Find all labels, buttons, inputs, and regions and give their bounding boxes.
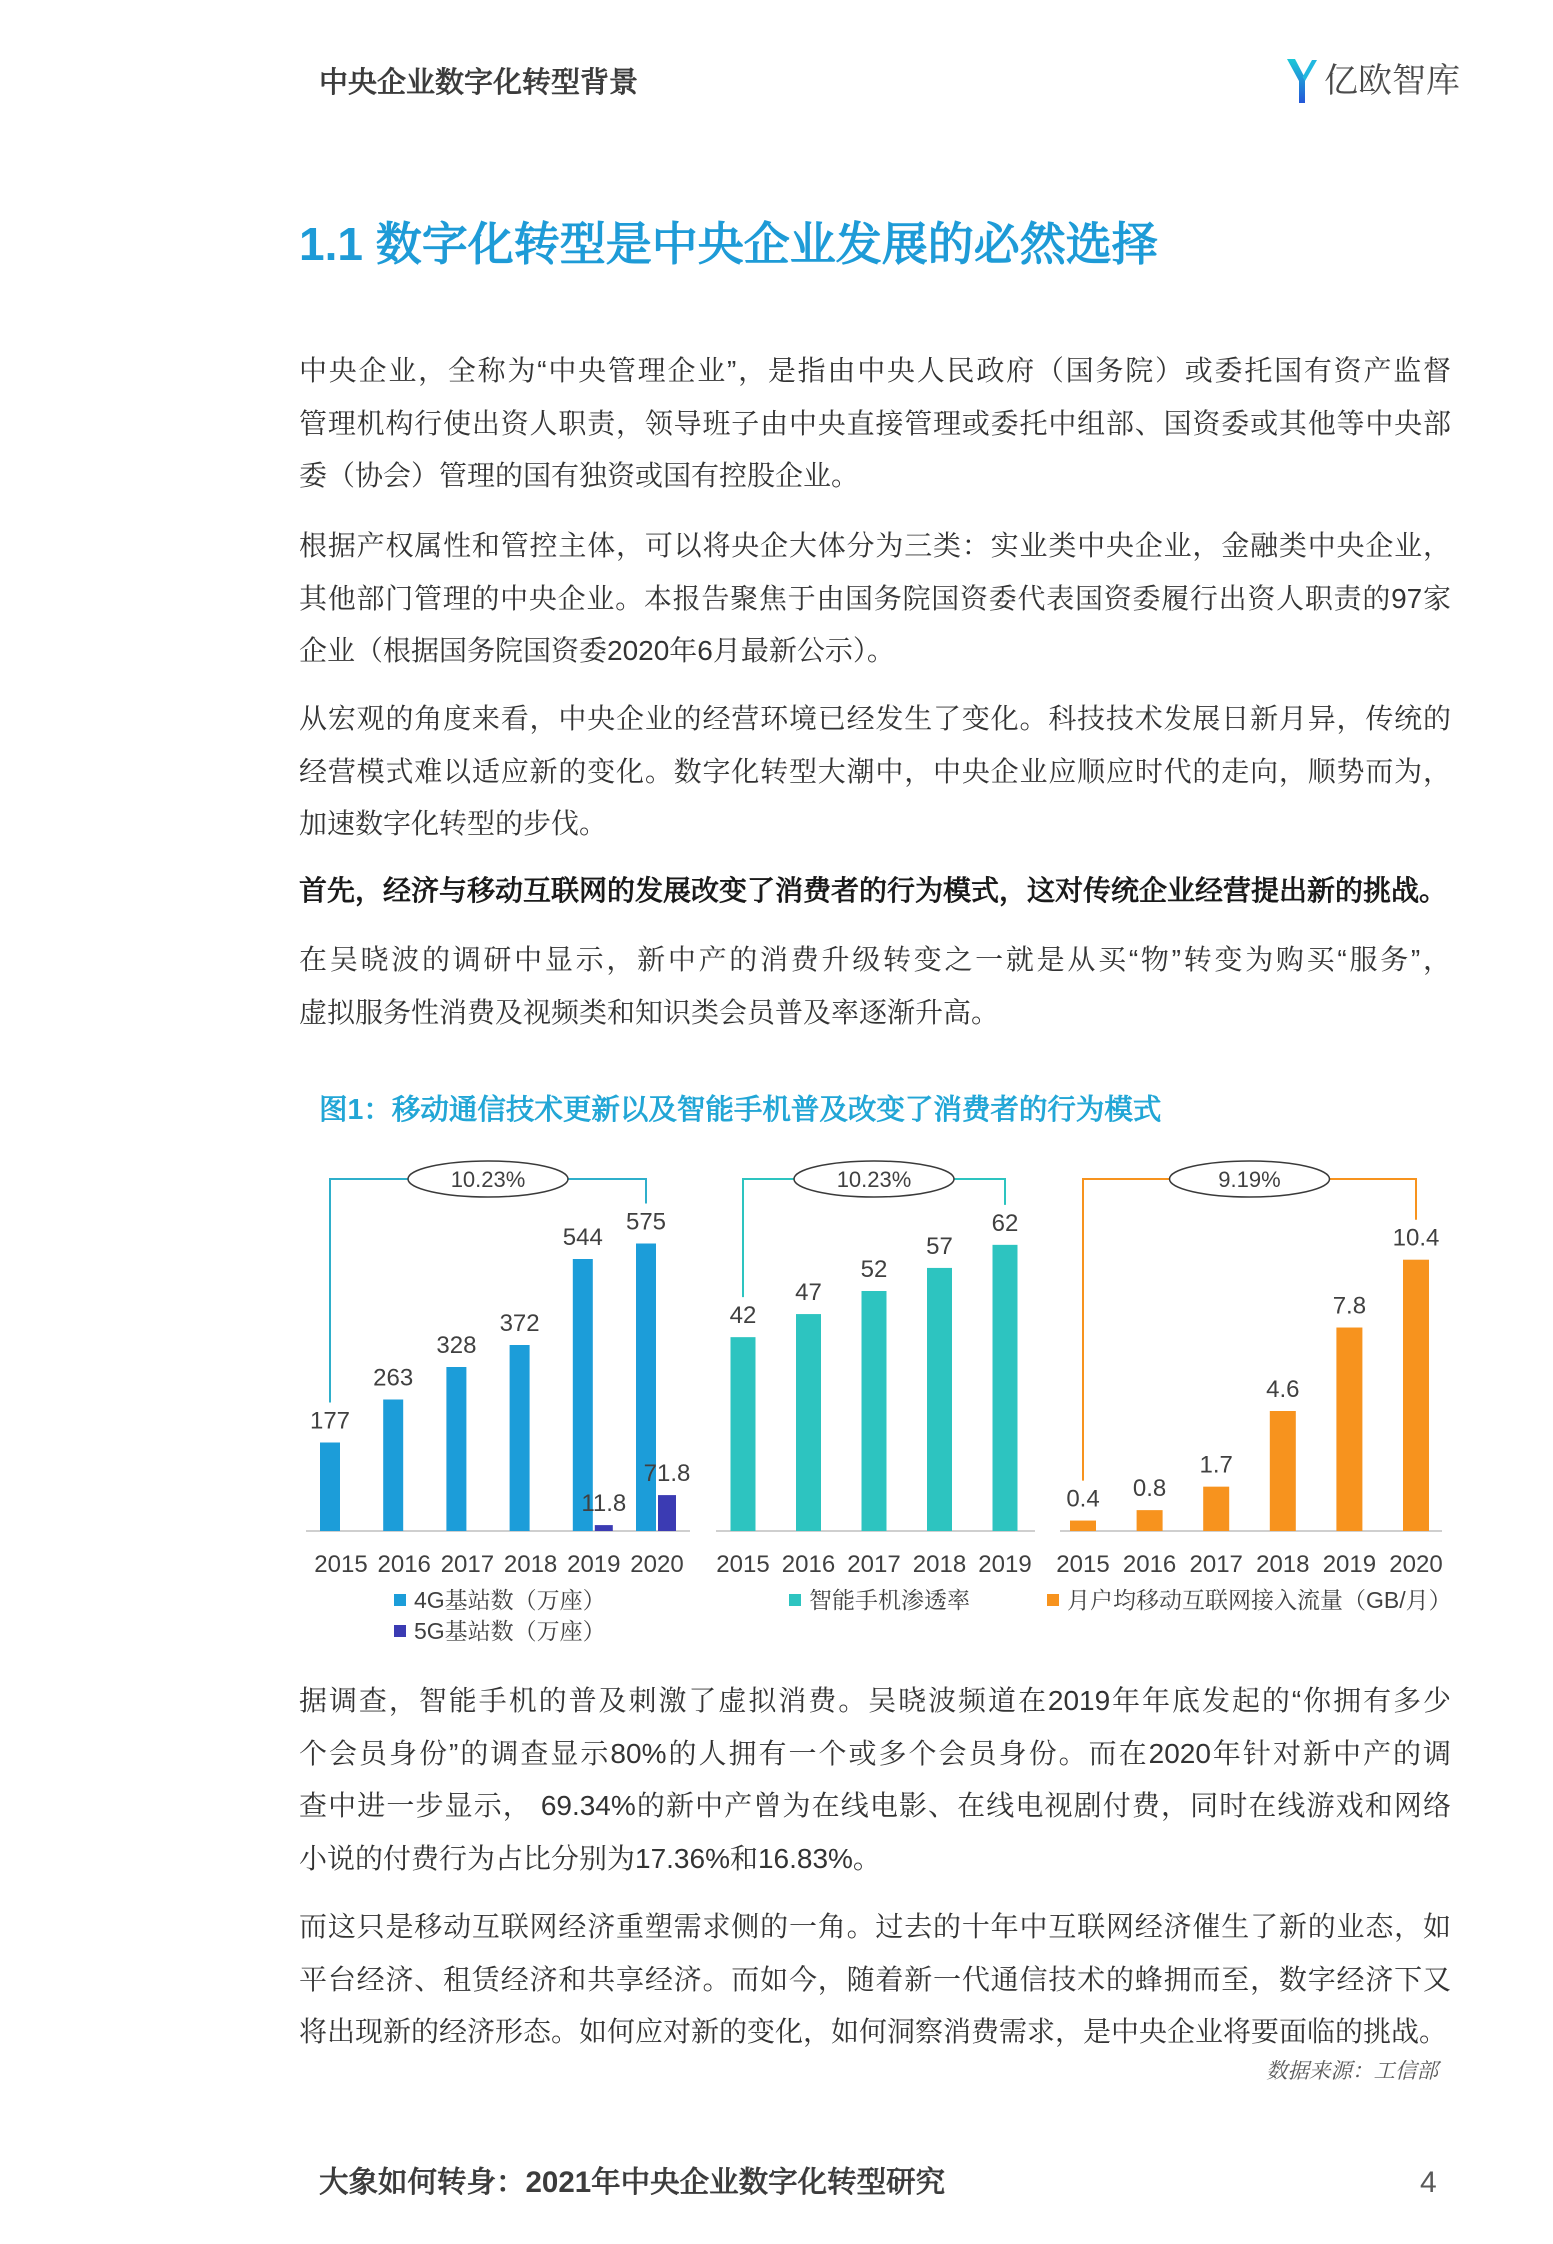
- x-tick-label: 2019: [978, 1551, 1032, 1578]
- legend-label: 5G基站数（万座）: [414, 1618, 606, 1644]
- bar-series1-2015: [320, 1443, 340, 1532]
- x-tick-label: 2018: [912, 1551, 967, 1578]
- logo-icon: [1286, 57, 1318, 105]
- chart-2: [716, 1161, 1035, 1613]
- paragraph-line: 虚拟服务性消费及视频类和知识类会员普及率逐渐升高。: [299, 996, 1000, 1028]
- x-tick-label: 2015: [716, 1551, 770, 1578]
- chart-1: [306, 1161, 690, 1644]
- value-label: 328: [436, 1332, 477, 1359]
- paragraph-line: 其他部门管理的中央企业。本报告聚焦于由国务院国资委代表国资委履行出资人职责的97家: [299, 582, 1451, 614]
- paragraph-line: 经营模式难以适应新的变化。数字化转型大潮中，中央企业应顺应时代的走向，顺势而为，: [299, 755, 1451, 787]
- x-tick-label: 2019: [1322, 1551, 1377, 1578]
- x-tick-label: 2016: [377, 1551, 431, 1578]
- paragraph-line: 加速数字化转型的步伐。: [299, 808, 608, 839]
- paragraph-line: 企业（根据国务院国资委2020年6月最新公示）。: [299, 635, 895, 666]
- paragraph-classification: [299, 520, 1451, 678]
- paragraph-macro-view: [299, 693, 1451, 851]
- x-tick-label: 2016: [1122, 1551, 1177, 1578]
- chart-3: [1047, 1161, 1452, 1613]
- paragraph-line: 据调查，智能手机的普及刺激了虚拟消费。吴晓波频道在2019年年底发起的“你拥有多少: [299, 1685, 1451, 1716]
- legend-swatch: [789, 1594, 801, 1606]
- bar-series1-2017: [446, 1367, 466, 1531]
- bar-series1-2018: [1270, 1411, 1296, 1531]
- figure-charts: [0, 1140, 1553, 1670]
- legend-swatch: [1047, 1594, 1059, 1606]
- legend-swatch: [394, 1594, 406, 1606]
- x-tick-label: 2015: [314, 1551, 368, 1578]
- value-label: 47: [795, 1279, 822, 1307]
- paragraph-line: 在吴晓波的调研中显示，新中产的消费升级转变之一就是从买“物”转变为购买“服务”，: [299, 944, 1451, 975]
- value-label: 11.8: [581, 1490, 627, 1518]
- x-tick-label: 2015: [1056, 1551, 1110, 1578]
- bar-series1-2018: [927, 1268, 952, 1531]
- bar-series2-2019: [595, 1525, 613, 1531]
- paragraph-line: 首先，经济与移动互联网的发展改变了消费者的行为模式，这对传统企业经营提出新的挑战。: [299, 875, 1448, 906]
- legend-label: 月户均移动互联网接入流量（GB/月）: [1067, 1587, 1452, 1613]
- paragraph-line: 从宏观的角度来看，中央企业的经营环境已经发生了变化。科技技术发展日新月异，传统的: [299, 703, 1451, 734]
- bar-series1-2016: [1137, 1510, 1163, 1531]
- page-number: 4: [1420, 2166, 1437, 2199]
- paragraph-line: 中央企业，全称为“中央管理企业”，是指由中央人民政府（国务院）或委托国有资产监督: [299, 355, 1451, 386]
- x-tick-label: 2017: [847, 1551, 901, 1578]
- paragraph-line: 平台经济、租赁经济和共享经济。而如今，随着新一代通信技术的蜂拥而至，数字经济下又: [299, 1963, 1451, 1995]
- section-title: 1.1 数字化转型是中央企业发展的必然选择: [299, 218, 1158, 270]
- bar-series1-2016: [796, 1314, 821, 1531]
- x-tick-label: 2020: [630, 1551, 684, 1578]
- bar-series1-2017: [862, 1291, 887, 1531]
- legend-label: 智能手机渗透率: [809, 1587, 970, 1613]
- paragraph-membership: [299, 1675, 1451, 1885]
- x-tick-label: 2018: [1256, 1551, 1310, 1578]
- value-label: 10.4: [1392, 1224, 1440, 1252]
- bar-series2-2020: [658, 1495, 676, 1531]
- value-label: 42: [729, 1302, 757, 1330]
- paragraph-line: 将出现新的经济形态。如何应对新的变化，如何洞察消费需求，是中央企业将要面临的挑战。: [299, 2016, 1448, 2047]
- paragraph-definition: [299, 345, 1451, 503]
- brand-logo: [1286, 56, 1460, 106]
- growth-rate-label: 9.19%: [1218, 1167, 1281, 1192]
- value-label: 372: [499, 1310, 540, 1337]
- bar-series1-2016: [383, 1400, 403, 1532]
- value-label: 575: [625, 1208, 667, 1236]
- growth-bracket: [1083, 1179, 1416, 1481]
- value-label: 263: [373, 1364, 414, 1392]
- bar-series1-2019: [993, 1245, 1018, 1531]
- bar-series1-2015: [731, 1337, 756, 1531]
- paragraph-line: 查中进一步显示， 69.34%的新中产曾为在线电影、在线电视剧付费，同时在线游戏和网络: [299, 1790, 1451, 1821]
- growth-rate-label: 10.23%: [450, 1167, 526, 1192]
- paragraph-key-point: [299, 865, 1451, 918]
- data-source-note: 数据来源：工信部: [1265, 2059, 1438, 2083]
- value-label: 57: [926, 1232, 953, 1260]
- x-tick-label: 2020: [1389, 1551, 1443, 1578]
- value-label: 0.4: [1066, 1485, 1100, 1513]
- value-label: 544: [562, 1224, 603, 1251]
- bar-series1-2017: [1203, 1487, 1229, 1531]
- x-tick-label: 2016: [781, 1551, 836, 1578]
- figure-caption: 图1：移动通信技术更新以及智能手机普及改变了消费者的行为模式: [319, 1094, 1162, 1126]
- growth-rate-label: 10.23%: [836, 1167, 912, 1192]
- x-tick-label: 2019: [567, 1551, 621, 1578]
- paragraph-line: 而这只是移动互联网经济重塑需求侧的一角。过去的十年中互联网经济催生了新的业态，如: [299, 1911, 1451, 1942]
- paragraph-line: 个会员身份”的调查显示80%的人拥有一个或多个会员身份。而在2020年针对新中产的调: [299, 1737, 1451, 1769]
- paragraph-line: 管理机构行使出资人职责，领导班子由中央直接管理或委托中组部、国资委或其他等中央部: [299, 407, 1451, 439]
- paragraph-line: 根据产权属性和管控主体，可以将央企大体分为三类：实业类中央企业，金融类中央企业，: [299, 530, 1451, 561]
- bar-series1-2015: [1070, 1521, 1096, 1531]
- paragraph-survey: [299, 934, 1451, 1039]
- legend-swatch: [394, 1625, 406, 1637]
- value-label: 177: [309, 1407, 351, 1435]
- bar-series1-2020: [636, 1244, 656, 1532]
- value-label: 0.8: [1132, 1475, 1167, 1503]
- logo-text: 亿欧智库: [1324, 62, 1460, 100]
- bar-series1-2020: [1403, 1260, 1429, 1531]
- paragraph-line: 小说的付费行为占比分别为17.36%和16.83%。: [299, 1842, 881, 1874]
- value-label: 4.6: [1266, 1376, 1300, 1403]
- value-label: 52: [860, 1256, 888, 1283]
- x-tick-label: 2018: [503, 1551, 558, 1578]
- x-tick-label: 2017: [440, 1551, 495, 1578]
- value-label: 1.7: [1199, 1451, 1233, 1479]
- x-tick-label: 2017: [1189, 1551, 1243, 1578]
- bar-series1-2018: [510, 1345, 530, 1531]
- bar-series1-2019: [1336, 1328, 1362, 1531]
- section-header: 中央企业数字化转型背景: [319, 67, 639, 99]
- footer-report-title: 大象如何转身：2021年中央企业数字化转型研究: [319, 2166, 946, 2199]
- value-label: 62: [991, 1209, 1019, 1237]
- value-label: 71.8: [643, 1460, 691, 1488]
- value-label: 7.8: [1332, 1292, 1367, 1320]
- legend-label: 4G基站数（万座）: [414, 1587, 606, 1613]
- paragraph-line: 委（协会）管理的国有独资或国有控股企业。: [299, 460, 860, 491]
- paragraph-challenge: [299, 1901, 1451, 2059]
